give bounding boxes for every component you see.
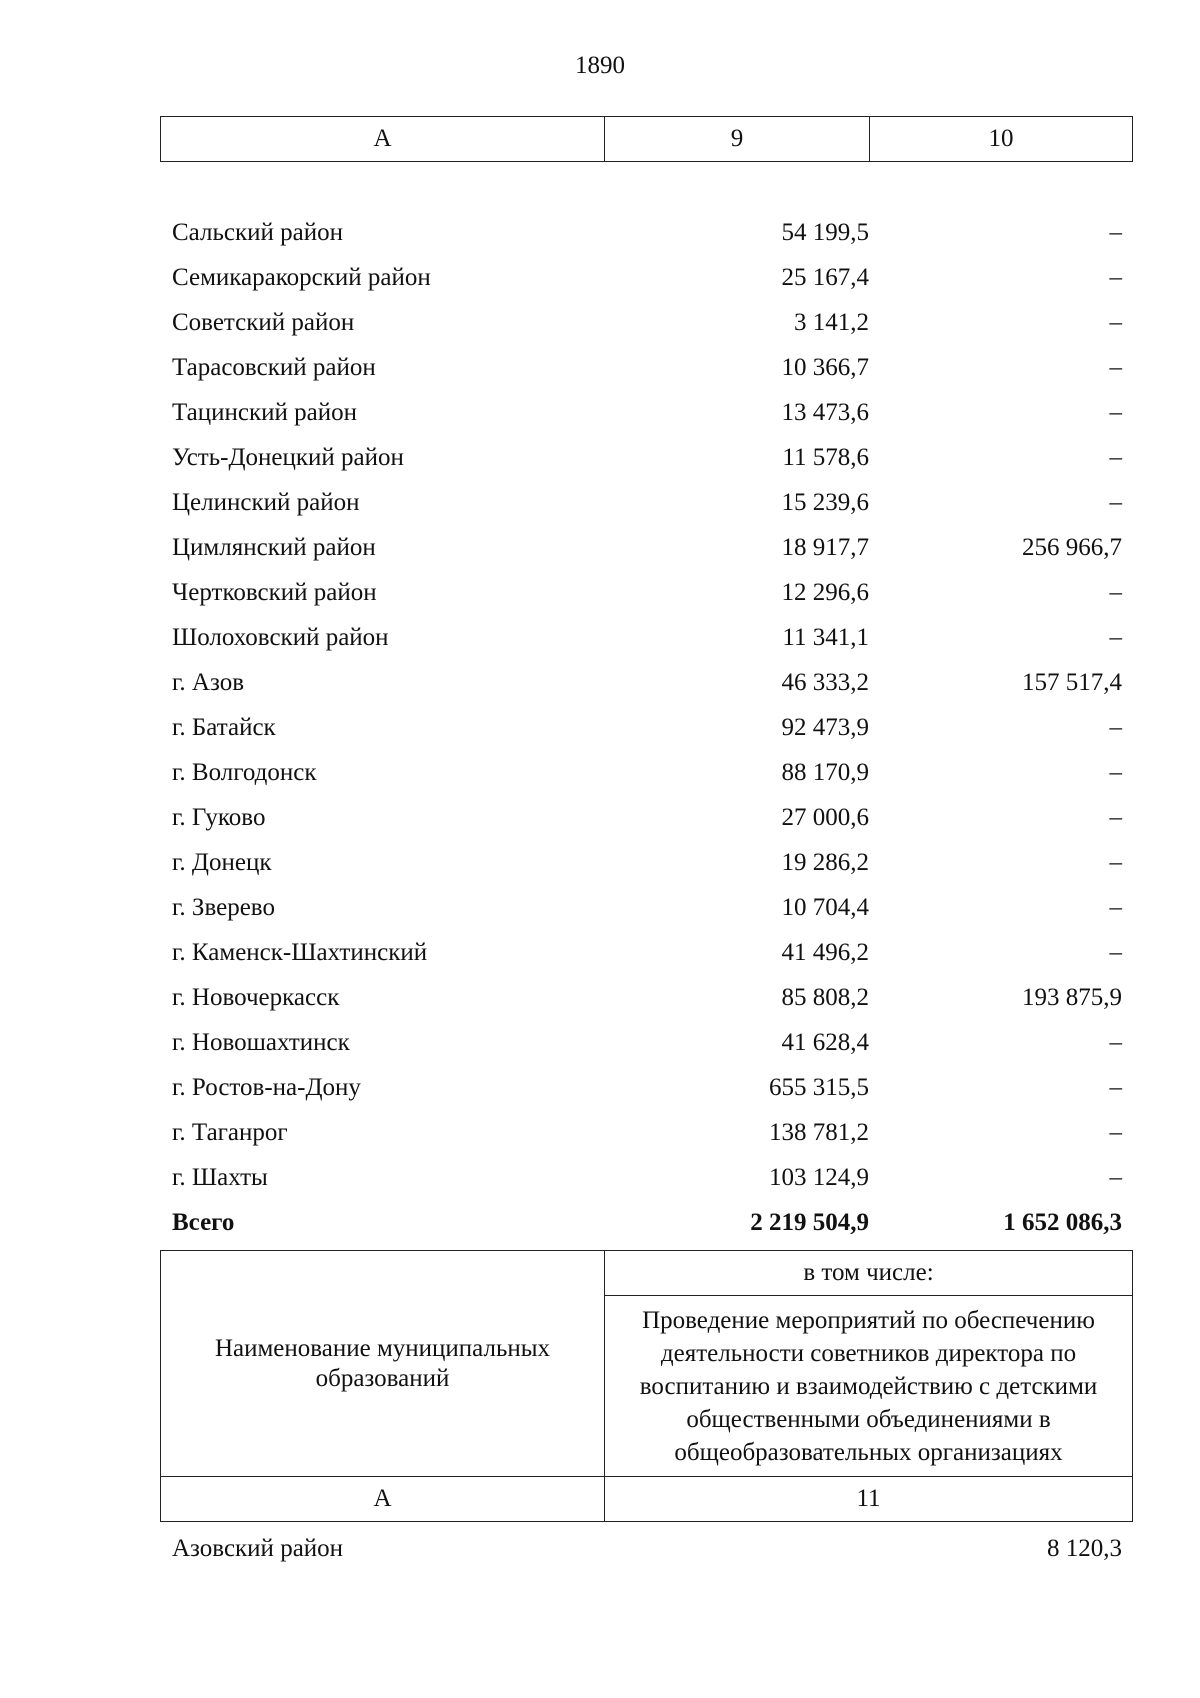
row-value-9: 18 917,7: [781, 533, 869, 561]
header-col-11: 11: [856, 1485, 881, 1512]
row-value-10: –: [1109, 398, 1122, 426]
page-number: 1890: [575, 52, 625, 79]
continuation-header: [160, 1250, 1133, 1477]
table-row: [172, 705, 1122, 750]
row-name: Шолоховский район: [172, 623, 389, 651]
row-name: г. Волгодонск: [172, 758, 317, 786]
row-value-9: 655 315,5: [769, 1073, 869, 1101]
table-row: [172, 840, 1122, 885]
row-name: г. Азов: [172, 668, 245, 696]
row-name: Цимлянский район: [172, 533, 376, 561]
row-name: г. Каменск-Шахтинский: [172, 938, 428, 966]
row-name: г. Зверево: [172, 893, 275, 921]
row-name: Семикаракорский район: [172, 263, 431, 291]
row-value-9: 13 473,6: [781, 398, 869, 426]
row-value-9: 46 333,2: [781, 668, 869, 696]
table-row: [172, 1065, 1122, 1110]
row-value-9: 27 000,6: [781, 803, 869, 831]
row-value-10: –: [1109, 803, 1122, 831]
row-value-10: –: [1109, 1163, 1122, 1191]
row-value-10: –: [1109, 623, 1122, 651]
row-value-9: 41 496,2: [781, 938, 869, 966]
table-body: [172, 210, 1122, 1245]
row-value-10: –: [1109, 263, 1122, 291]
row-value-10: –: [1109, 893, 1122, 921]
row-value-9: 41 628,4: [781, 1028, 869, 1056]
row-value-10: –: [1109, 1073, 1122, 1101]
row-value-10: –: [1109, 488, 1122, 516]
table-row: [172, 930, 1122, 975]
header-col-a: А: [161, 117, 605, 161]
table-row: [172, 795, 1122, 840]
table-row: [172, 975, 1122, 1020]
row-value-10: –: [1109, 578, 1122, 606]
row-value-9: 19 286,2: [781, 848, 869, 876]
table-row: [172, 750, 1122, 795]
row-value-10: 193 875,9: [1022, 983, 1122, 1011]
row-value-10: –: [1109, 1028, 1122, 1056]
table-row: [172, 660, 1122, 705]
row-name: г. Батайск: [172, 713, 276, 741]
row-value-9: 3 141,2: [794, 308, 869, 336]
row-value-9: 103 124,9: [769, 1163, 869, 1191]
row-value-9: 138 781,2: [769, 1118, 869, 1146]
column-number-header: [160, 116, 1133, 162]
row-name: Азовский район: [172, 1534, 344, 1562]
total-value-10: 1 652 086,3: [1003, 1208, 1122, 1236]
header-col-9: 9: [605, 117, 870, 161]
row-value-9: 11 341,1: [782, 623, 869, 651]
row-name: г. Ростов-на-Дону: [172, 1073, 361, 1101]
row-name: г. Гуково: [172, 803, 266, 831]
table-row: [172, 435, 1122, 480]
row-value-9: 85 808,2: [781, 983, 869, 1011]
header-col-10: 10: [988, 125, 1014, 152]
table-row: [172, 345, 1122, 390]
row-value-9: 15 239,6: [781, 488, 869, 516]
table-row: [172, 390, 1122, 435]
row-value-9: 88 170,9: [781, 758, 869, 786]
table-row: [172, 615, 1122, 660]
table-row: [172, 1110, 1122, 1155]
row-value-10: –: [1109, 308, 1122, 336]
row-value-10: –: [1109, 938, 1122, 966]
row-name: Сальский район: [172, 218, 343, 246]
row-value-9: 12 296,6: [781, 578, 869, 606]
table-row: [172, 1155, 1122, 1200]
table-row: [172, 570, 1122, 615]
row-name: Тарасовский район: [172, 353, 376, 381]
row-value-10: 157 517,4: [1022, 668, 1122, 696]
continuation-column-number-header: [160, 1476, 1133, 1522]
table-row: [172, 1020, 1122, 1065]
row-name: Тацинский район: [172, 398, 357, 426]
table-row: [172, 300, 1122, 345]
municipality-column-header: Наименование муниципальных образований: [161, 1251, 605, 1476]
total-label: Всего: [172, 1208, 235, 1236]
table-row: [172, 525, 1122, 570]
row-value-9: 25 167,4: [781, 263, 869, 291]
header-col-a-2: А: [161, 1477, 605, 1521]
row-value-10: –: [1109, 758, 1122, 786]
including-label: в том числе:: [605, 1251, 1132, 1296]
row-name: Советский район: [172, 308, 355, 336]
table-row: [172, 480, 1122, 525]
including-column-group: [605, 1251, 1132, 1476]
row-name: г. Новошахтинск: [172, 1028, 350, 1056]
row-name: г. Новочеркасск: [172, 983, 340, 1011]
row-value-11: 8 120,3: [1047, 1534, 1122, 1562]
row-value-10: –: [1109, 218, 1122, 246]
row-name: г. Шахты: [172, 1163, 268, 1191]
table-row: [172, 210, 1122, 255]
table-row: [172, 1526, 1122, 1571]
row-value-9: 11 578,6: [782, 443, 869, 471]
row-value-9: 54 199,5: [781, 218, 869, 246]
row-value-10: –: [1109, 1118, 1122, 1146]
column-11-description: Проведение мероприятий по обеспечению деятельности советников директора по воспитанию и взаимодействию с детскими общественными объединениями в общеобразовательных организациях: [639, 1306, 1098, 1466]
table-row: [172, 885, 1122, 930]
row-value-9: 92 473,9: [781, 713, 869, 741]
row-value-10: 256 966,7: [1022, 533, 1122, 561]
row-name: г. Донецк: [172, 848, 272, 876]
row-name: Целинский район: [172, 488, 360, 516]
row-value-10: –: [1109, 443, 1122, 471]
total-row: [172, 1200, 1122, 1245]
row-value-10: –: [1109, 713, 1122, 741]
row-name: Усть-Донецкий район: [172, 443, 404, 471]
total-value-9: 2 219 504,9: [750, 1208, 869, 1236]
table-row: [172, 255, 1122, 300]
row-name: Чертковский район: [172, 578, 377, 606]
row-value-10: –: [1109, 353, 1122, 381]
row-value-9: 10 704,4: [781, 893, 869, 921]
row-value-10: –: [1109, 848, 1122, 876]
row-name: г. Таганрог: [172, 1118, 288, 1146]
row-value-9: 10 366,7: [781, 353, 869, 381]
